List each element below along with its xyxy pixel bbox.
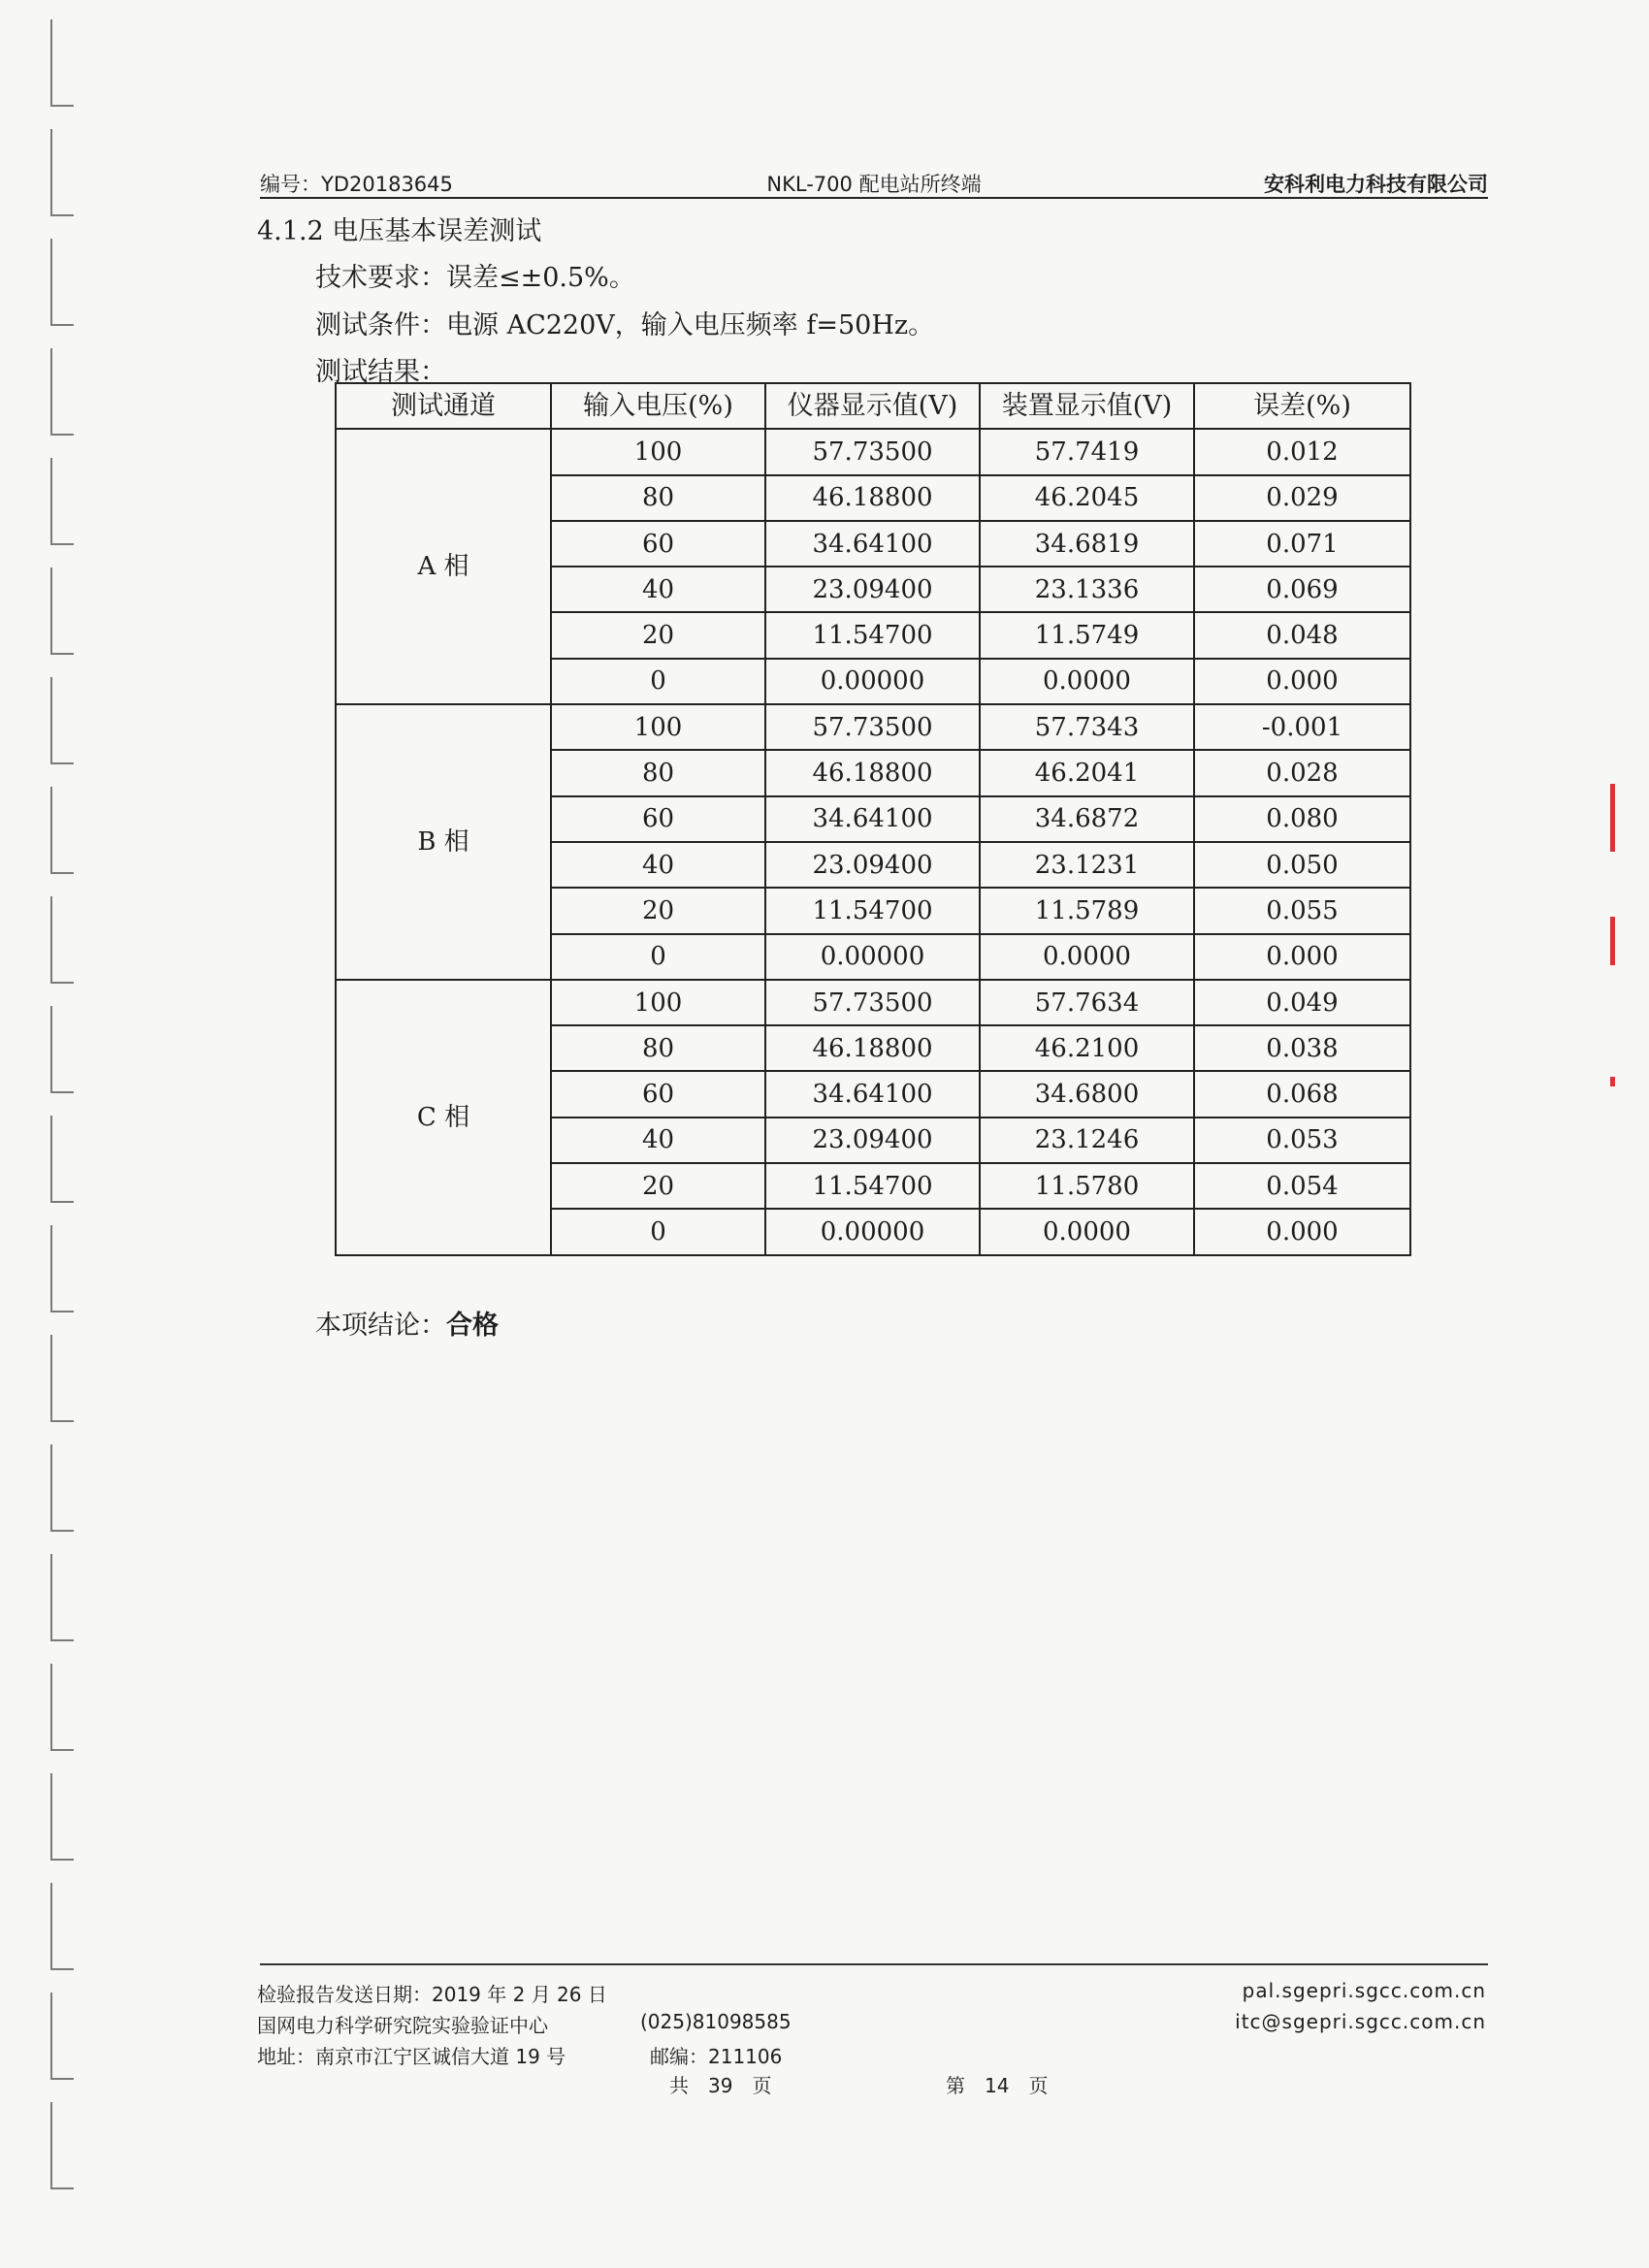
- cell-input: 100: [551, 429, 765, 474]
- table-row: [336, 980, 1410, 1025]
- cell-device: 0.0000: [980, 1209, 1194, 1254]
- cell-input: 60: [551, 1071, 765, 1117]
- results-table: [335, 382, 1411, 1256]
- test-conditions: 测试条件：电源 AC220V，输入电压频率 f=50Hz。: [315, 310, 935, 340]
- organization: 国网电力科学研究院实验验证中心: [257, 2014, 548, 2037]
- cell-input: 20: [551, 1163, 765, 1209]
- address: 地址：南京市江宁区诚信大道 19 号: [257, 2045, 566, 2068]
- cell-input: 0: [551, 934, 765, 980]
- cell-instrument: 11.54700: [765, 1163, 980, 1209]
- cell-instrument: 57.73500: [765, 704, 980, 750]
- page-header: [260, 165, 1488, 198]
- cell-error: 0.054: [1194, 1163, 1410, 1209]
- binding-mark: [50, 1664, 74, 1751]
- binding-mark: [50, 1116, 74, 1203]
- cell-device: 46.2045: [980, 475, 1194, 521]
- seal-edge-mark: [1610, 1077, 1615, 1086]
- cell-device: 46.2100: [980, 1025, 1194, 1071]
- header-input-voltage: 输入电压(%): [551, 383, 765, 429]
- cell-device: 11.5789: [980, 888, 1194, 933]
- cell-error: 0.012: [1194, 429, 1410, 474]
- cell-instrument: 57.73500: [765, 429, 980, 474]
- report-number: 编号：YD20183645: [260, 173, 453, 196]
- results-label: 测试结果：: [315, 357, 446, 387]
- cell-instrument: 23.09400: [765, 842, 980, 888]
- cell-input: 20: [551, 612, 765, 658]
- cell-error: 0.000: [1194, 1209, 1410, 1254]
- binding-mark: [50, 129, 74, 216]
- conclusion: [315, 1304, 499, 1342]
- binding-mark: [50, 1444, 74, 1532]
- cell-instrument: 11.54700: [765, 888, 980, 933]
- header-instrument-value: 仪器显示值(V): [765, 383, 980, 429]
- cell-instrument: 23.09400: [765, 1118, 980, 1163]
- cell-device: 34.6800: [980, 1071, 1194, 1117]
- cell-device: 23.1246: [980, 1118, 1194, 1163]
- cell-input: 100: [551, 980, 765, 1025]
- cell-device: 11.5780: [980, 1163, 1194, 1209]
- cell-input: 60: [551, 521, 765, 567]
- cell-device: 46.2041: [980, 750, 1194, 795]
- cell-input: 40: [551, 1118, 765, 1163]
- binding-mark: [50, 2102, 74, 2189]
- cell-instrument: 34.64100: [765, 521, 980, 567]
- cell-device: 23.1231: [980, 842, 1194, 888]
- page-number: 第 14 页: [946, 2074, 1049, 2097]
- binding-mark: [50, 1883, 74, 1970]
- cell-instrument: 34.64100: [765, 796, 980, 842]
- cell-error: 0.038: [1194, 1025, 1410, 1071]
- cell-error: 0.049: [1194, 980, 1410, 1025]
- total-pages: 共 39 页: [669, 2074, 772, 2097]
- cell-device: 11.5749: [980, 612, 1194, 658]
- binding-marks: [50, 19, 80, 2251]
- conclusion-label: 本项结论：: [315, 1311, 446, 1341]
- cell-error: 0.071: [1194, 521, 1410, 567]
- cell-error: 0.000: [1194, 934, 1410, 980]
- seal-edge-mark: [1610, 917, 1615, 965]
- cell-instrument: 46.18800: [765, 750, 980, 795]
- section-title: 4.1.2 电压基本误差测试: [257, 216, 542, 246]
- cell-input: 80: [551, 1025, 765, 1071]
- footer-rule: [260, 1963, 1488, 1965]
- cell-device: 57.7419: [980, 429, 1194, 474]
- cell-device: 57.7634: [980, 980, 1194, 1025]
- cell-input: 0: [551, 1209, 765, 1254]
- binding-mark: [50, 787, 74, 874]
- cell-error: 0.000: [1194, 659, 1410, 704]
- binding-mark: [50, 1993, 74, 2080]
- conclusion-value: 合格: [446, 1311, 499, 1341]
- cell-device: 34.6872: [980, 796, 1194, 842]
- cell-error: 0.028: [1194, 750, 1410, 795]
- cell-instrument: 46.18800: [765, 475, 980, 521]
- table-row: [336, 429, 1410, 474]
- binding-mark: [50, 348, 74, 436]
- seal-edge-mark: [1610, 784, 1615, 852]
- cell-input: 60: [551, 796, 765, 842]
- binding-mark: [50, 458, 74, 545]
- cell-input: 40: [551, 567, 765, 612]
- cell-error: 0.068: [1194, 1071, 1410, 1117]
- cell-error: -0.001: [1194, 704, 1410, 750]
- postcode: 邮编：211106: [650, 2045, 783, 2068]
- binding-mark: [50, 1335, 74, 1422]
- cell-device: 34.6819: [980, 521, 1194, 567]
- cell-input: 80: [551, 750, 765, 795]
- email-link[interactable]: itc@sgepri.sgcc.com.cn: [1235, 2010, 1486, 2033]
- website-link[interactable]: pal.sgepri.sgcc.com.cn: [1242, 1979, 1486, 2002]
- send-date: 检验报告发送日期：2019 年 2 月 26 日: [257, 1983, 607, 2006]
- cell-input: 0: [551, 659, 765, 704]
- cell-input: 20: [551, 888, 765, 933]
- cell-instrument: 46.18800: [765, 1025, 980, 1071]
- binding-mark: [50, 896, 74, 984]
- cell-input: 80: [551, 475, 765, 521]
- cell-instrument: 0.00000: [765, 1209, 980, 1254]
- binding-mark: [50, 1773, 74, 1861]
- binding-mark: [50, 239, 74, 326]
- channel-cell-c: C 相: [336, 980, 551, 1255]
- cell-instrument: 57.73500: [765, 980, 980, 1025]
- cell-instrument: 11.54700: [765, 612, 980, 658]
- cell-error: 0.055: [1194, 888, 1410, 933]
- cell-input: 40: [551, 842, 765, 888]
- company-name: 安科利电力科技有限公司: [1264, 173, 1488, 196]
- cell-instrument: 23.09400: [765, 567, 980, 612]
- cell-instrument: 0.00000: [765, 659, 980, 704]
- cell-instrument: 0.00000: [765, 934, 980, 980]
- binding-mark: [50, 19, 74, 107]
- channel-cell-b: B 相: [336, 704, 551, 980]
- cell-error: 0.029: [1194, 475, 1410, 521]
- product-name: NKL-700 配电站所终端: [766, 173, 982, 196]
- header-device-value: 装置显示值(V): [980, 383, 1194, 429]
- binding-mark: [50, 1006, 74, 1093]
- cell-device: 23.1336: [980, 567, 1194, 612]
- channel-cell-a: A 相: [336, 429, 551, 704]
- cell-error: 0.050: [1194, 842, 1410, 888]
- binding-mark: [50, 1554, 74, 1641]
- cell-input: 100: [551, 704, 765, 750]
- cell-device: 0.0000: [980, 934, 1194, 980]
- table-row: [336, 704, 1410, 750]
- phone-number: (025)81098585: [640, 2010, 792, 2033]
- cell-error: 0.080: [1194, 796, 1410, 842]
- cell-error: 0.048: [1194, 612, 1410, 658]
- cell-instrument: 34.64100: [765, 1071, 980, 1117]
- cell-error: 0.053: [1194, 1118, 1410, 1163]
- header-channel: 测试通道: [336, 383, 551, 429]
- header-rule: [260, 197, 1488, 199]
- technical-requirement: 技术要求：误差≤±0.5%。: [315, 263, 635, 293]
- table-header-row: [336, 383, 1410, 429]
- binding-mark: [50, 567, 74, 655]
- cell-device: 57.7343: [980, 704, 1194, 750]
- cell-error: 0.069: [1194, 567, 1410, 612]
- binding-mark: [50, 1225, 74, 1312]
- header-error: 误差(%): [1194, 383, 1410, 429]
- binding-mark: [50, 677, 74, 764]
- cell-device: 0.0000: [980, 659, 1194, 704]
